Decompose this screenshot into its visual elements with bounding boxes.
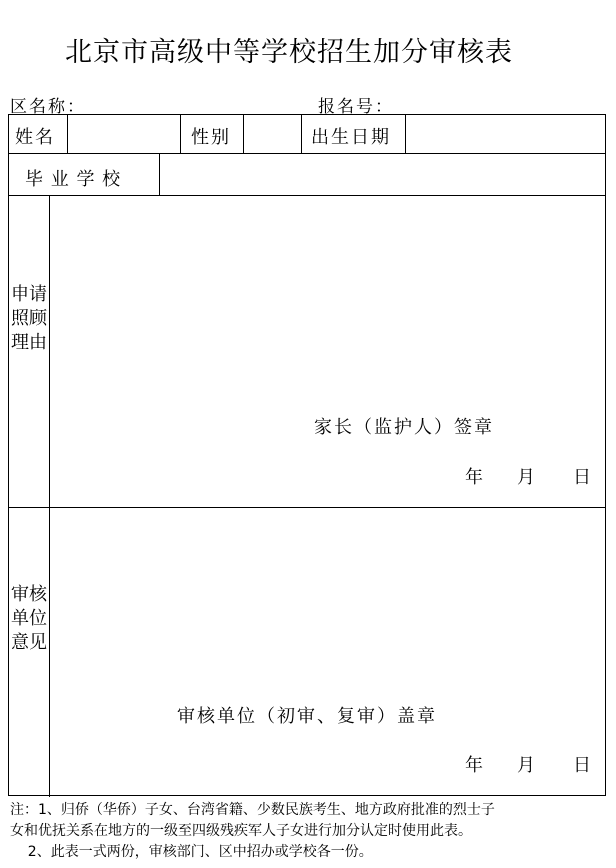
- gender-field[interactable]: [244, 116, 300, 152]
- application-form-table: [8, 114, 606, 796]
- name-field[interactable]: [68, 116, 179, 152]
- application-reason-field[interactable]: [50, 196, 605, 406]
- gender-label: 性别: [191, 127, 231, 148]
- name-label: 姓名: [15, 127, 55, 148]
- month-label: 月: [517, 755, 535, 776]
- reviewer-seal-label: 审核单位（初审、复审）盖章: [177, 706, 437, 727]
- guardian-signature-label: 家长（监护人）签章: [314, 417, 494, 438]
- form-title: 北京市高级中等学校招生加分审核表: [65, 37, 513, 68]
- note-line: 女和优抚关系在地方的一级至四级残疾军人子女进行加分认定时使用此表。: [10, 823, 472, 839]
- day-label: 日: [573, 755, 591, 776]
- registration-number-label: 报名号：: [318, 97, 394, 117]
- birthdate-label: 出生日期: [311, 127, 391, 148]
- birthdate-field[interactable]: [406, 116, 605, 152]
- cell-divider: [180, 115, 181, 153]
- graduation-school-label: 毕 业 学 校: [25, 169, 122, 190]
- year-label: 年: [465, 755, 483, 776]
- note-line: 2、此表一式两份，审核部门、区中招办或学校各一份。: [10, 844, 373, 860]
- month-label: 月: [517, 467, 535, 488]
- form-notes: [10, 800, 610, 863]
- district-label: 区名称：: [10, 97, 86, 117]
- graduation-school-field[interactable]: [160, 154, 605, 194]
- application-reason-label: 申请照顾理由: [11, 284, 47, 353]
- cell-divider: [301, 115, 302, 153]
- day-label: 日: [573, 467, 591, 488]
- year-label: 年: [465, 467, 483, 488]
- review-opinion-field[interactable]: [50, 508, 605, 688]
- note-line: 注：1、归侨（华侨）子女、台湾省籍、少数民族考生、地方政府批准的烈士子: [10, 802, 495, 818]
- review-opinion-label: 审核单位意见: [11, 584, 47, 653]
